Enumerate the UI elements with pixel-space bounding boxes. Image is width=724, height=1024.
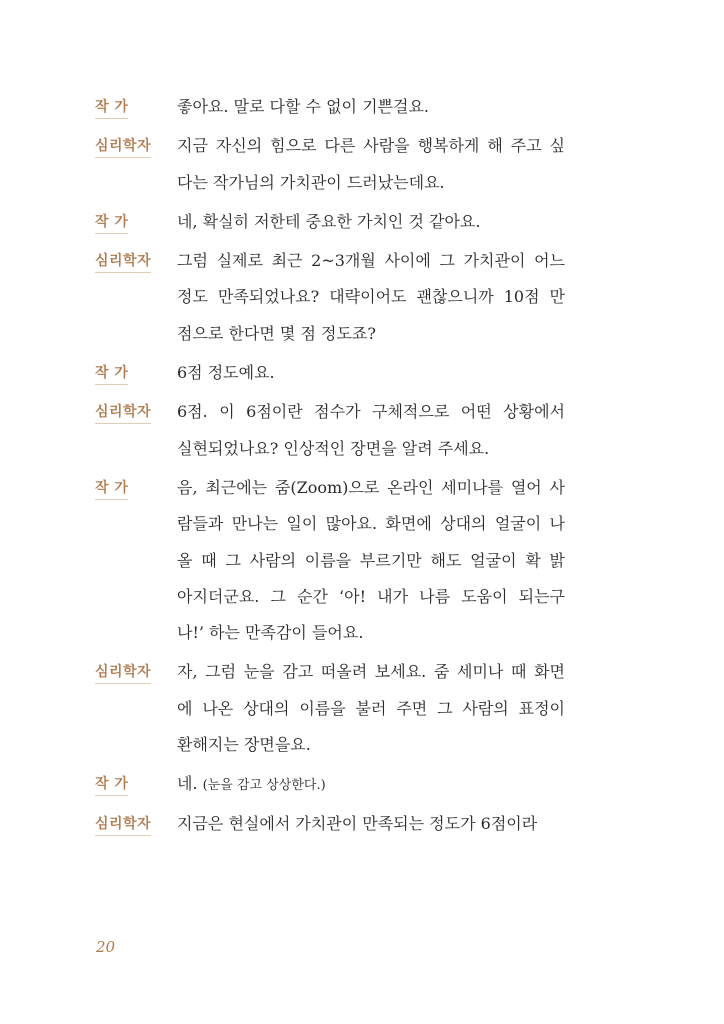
speaker-label <box>95 204 177 240</box>
speech-line-text: 정도 만족되었나요? 대략이어도 괜찮으니까 10점 만 <box>177 287 565 307</box>
speech-text <box>177 806 565 842</box>
stage-direction: (눈을 감고 상상한다.) <box>202 778 326 794</box>
speech-text <box>177 766 565 802</box>
speech-line <box>177 766 565 802</box>
speaker-name: 심리학자 <box>95 136 151 158</box>
speech-line <box>177 615 565 651</box>
speaker-label <box>95 243 177 279</box>
dialogue-entry <box>95 243 565 352</box>
speaker-label <box>95 654 177 690</box>
dialogue-entry <box>95 766 565 802</box>
speaker-label <box>95 128 177 164</box>
speech-line-text: 람들과 만나는 일이 많아요. 화면에 상대의 얼굴이 나 <box>177 514 565 534</box>
dialogue-entry <box>95 89 565 125</box>
speech-line-text: 점으로 한다면 몇 점 정도죠? <box>177 323 376 343</box>
speaker-name: 작 가 <box>95 212 128 234</box>
speaker-name: 작 가 <box>95 774 128 796</box>
speaker-label <box>95 355 177 391</box>
speaker-name: 심리학자 <box>95 251 151 273</box>
dialogue-entry <box>95 355 565 391</box>
speaker-name: 작 가 <box>95 478 128 500</box>
speech-line-text: 올 때 그 사람의 이름을 부르기만 해도 얼굴이 확 밝 <box>177 550 565 570</box>
speech-line <box>177 806 565 842</box>
speech-line-text: 실현되었나요? 인상적인 장면을 알려 주세요. <box>177 438 490 458</box>
speech-line-text: 다는 작가님의 가치관이 드러났는데요. <box>177 172 445 192</box>
speech-line-text: 지금은 현실에서 가치관이 만족되는 정도가 6점이라 <box>177 813 538 833</box>
dialogue-entry <box>95 204 565 240</box>
page-number: 20 <box>96 938 116 956</box>
speaker-name: 작 가 <box>95 97 128 119</box>
speaker-label <box>95 394 177 430</box>
speaker-label <box>95 89 177 125</box>
dialogue-entry <box>95 470 565 651</box>
speech-line <box>177 204 565 240</box>
speech-line <box>177 89 565 125</box>
speech-line-text: 자, 그럼 눈을 감고 떠올려 보세요. 줌 세미나 때 화면 <box>177 662 565 682</box>
speech-line <box>177 727 565 763</box>
speech-line <box>177 470 565 506</box>
speech-line-text: 좋아요. 말로 다할 수 없이 기쁜걸요. <box>177 97 429 116</box>
speech-line-text: 지금 자신의 힘으로 다른 사람을 행복하게 해 주고 싶 <box>177 136 565 156</box>
dialogue-entry <box>95 394 565 467</box>
speech-line <box>177 243 565 279</box>
speaker-name: 작 가 <box>95 363 128 385</box>
speech-line <box>177 579 565 615</box>
dialogue-entry <box>95 654 565 763</box>
speech-line-text: 환해지는 장면을요. <box>177 735 311 755</box>
speech-line-text: 에 나온 상대의 이름을 불러 주면 그 사람의 표정이 <box>177 698 565 718</box>
speech-line <box>177 316 565 352</box>
speech-text <box>177 89 565 125</box>
speech-line-text: 아지더군요. 그 순간 ‘아! 내가 나름 도움이 되는구 <box>177 586 565 606</box>
speech-line <box>177 654 565 690</box>
speech-line-text: 나!’ 하는 만족감이 들어요. <box>177 623 364 643</box>
speech-line <box>177 279 565 315</box>
speech-text <box>177 355 565 391</box>
speaker-label <box>95 806 177 842</box>
speech-line <box>177 394 565 430</box>
speech-line <box>177 355 565 391</box>
speech-line <box>177 431 565 467</box>
speech-line <box>177 165 565 201</box>
speaker-name: 심리학자 <box>95 402 151 424</box>
speech-line <box>177 543 565 579</box>
speaker-label <box>95 470 177 506</box>
speech-line-text: 네, 확실히 저한테 중요한 가치인 것 같아요. <box>177 211 481 231</box>
dialogue <box>95 89 565 845</box>
speech-line-text: 그럼 실제로 최근 2~3개월 사이에 그 가치관이 어느 <box>177 251 565 271</box>
speaker-name: 심리학자 <box>95 814 151 836</box>
speech-text <box>177 204 565 240</box>
speech-line <box>177 128 565 164</box>
speech-line <box>177 691 565 727</box>
speech-text <box>177 654 565 763</box>
speech-line <box>177 506 565 542</box>
speech-line-text: 음, 최근에는 줌(Zoom)으로 온라인 세미나를 열어 사 <box>177 477 565 497</box>
dialogue-entry <box>95 806 565 842</box>
dialogue-entry <box>95 128 565 201</box>
speech-line-text: 6점. 이 6점이란 점수가 구체적으로 어떤 상황에서 <box>177 402 565 422</box>
speech-text <box>177 128 565 201</box>
speech-text <box>177 394 565 467</box>
speech-text <box>177 243 565 352</box>
speech-line-text: 6점 정도예요. <box>177 363 275 383</box>
speech-text <box>177 470 565 651</box>
speaker-label <box>95 766 177 802</box>
speaker-name: 심리학자 <box>95 662 151 684</box>
speech-line-text: 네. <box>177 774 198 794</box>
